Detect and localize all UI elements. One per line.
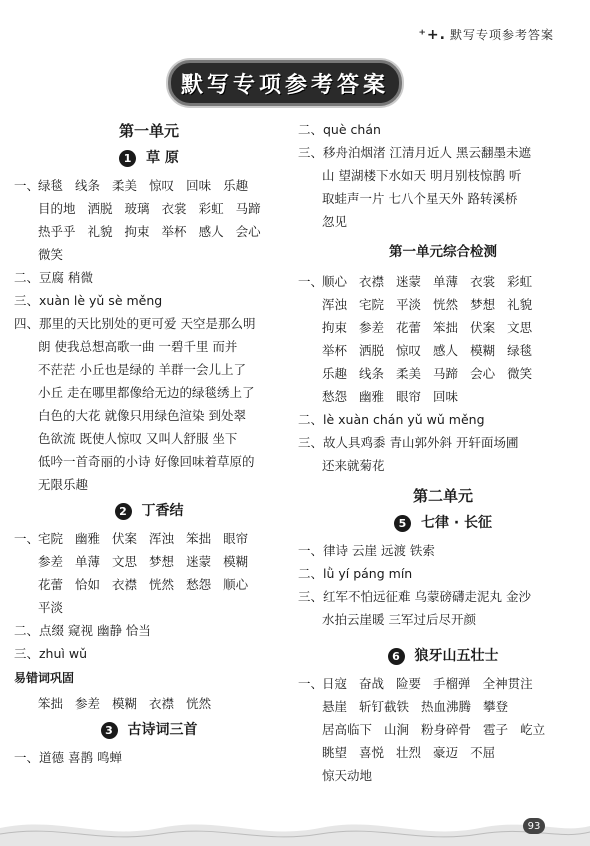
paragraph-line: 色欲流 既使人惊叹 又叫人舒服 坐下: [38, 431, 238, 446]
paragraph-line: 忽见: [322, 214, 348, 229]
word-row: [298, 293, 588, 316]
answer-word: 彩虹: [507, 274, 533, 289]
lesson-number-badge: 6: [388, 648, 405, 665]
word-list: [298, 672, 588, 787]
answer-word: 感人: [433, 343, 459, 358]
word-row: [14, 573, 284, 596]
answer-word: 豪迈: [433, 745, 459, 760]
word-list: [14, 692, 284, 715]
item-number: 一、: [14, 531, 40, 546]
word-row: [14, 220, 284, 243]
answer-word: 恍然: [186, 696, 212, 711]
answer-word: 柔美: [396, 366, 422, 381]
answer-word: 浑浊: [149, 531, 175, 546]
answer-word: 笨拙: [38, 696, 64, 711]
answer-word: 笨拙: [186, 531, 212, 546]
answer-paragraph: [14, 312, 284, 496]
answer-word: 衣裳: [470, 274, 496, 289]
answer-word: 恍然: [149, 577, 175, 592]
answer-word: 衣裳: [161, 201, 187, 216]
answer-word: 参差: [75, 696, 101, 711]
answer-word: 礼貌: [87, 224, 113, 239]
answer-word: 参差: [359, 320, 385, 335]
test-title: 第一单元综合检测: [389, 244, 497, 260]
lesson-number-badge: 2: [115, 503, 132, 520]
word-row: [14, 243, 284, 266]
answer-word: 眼帘: [223, 531, 249, 546]
answer-word: 马蹄: [433, 366, 459, 381]
answer-word: 惊天动地: [322, 768, 373, 783]
answer-word: 平淡: [396, 297, 422, 312]
answer-word: 屹立: [520, 722, 546, 737]
item-number: 一、: [14, 178, 40, 193]
answer-word: 幽雅: [359, 389, 385, 404]
answer-word: 单薄: [433, 274, 459, 289]
answer-word: 宅院: [38, 531, 64, 546]
banner-title: 默写专项参考答案: [180, 72, 389, 98]
answer-word: 回味: [433, 389, 459, 404]
answer-word: 宅院: [359, 297, 385, 312]
answer-word: 伏案: [112, 531, 138, 546]
answer-word: 攀登: [483, 699, 509, 714]
word-row: [14, 197, 284, 220]
word-row: [14, 527, 284, 550]
answer-line: 一、道德 喜鹊 鸣蝉: [14, 750, 122, 765]
lesson-name: 狼牙山五壮士: [414, 648, 499, 664]
word-list: [14, 174, 284, 266]
title-banner: [168, 60, 402, 106]
answer-word: 愁怨: [186, 577, 212, 592]
item-number: 一、: [298, 274, 324, 289]
answer-line: 二、点缀 窥视 幽静 恰当: [14, 623, 151, 638]
footer-wave-decoration: [0, 806, 590, 846]
answer-word: 文思: [507, 320, 533, 335]
answer-word: 顺心: [322, 274, 348, 289]
paragraph-line: 白色的大花 就像只用绿色渲染 到处翠: [38, 408, 246, 423]
answer-paragraph: [298, 141, 588, 233]
header-deco: ⁺+.: [418, 27, 446, 43]
answer-word: 参差: [38, 554, 64, 569]
answer-word: 洒脱: [87, 201, 113, 216]
left-column: [14, 118, 284, 769]
answer-word: 恰如: [75, 577, 101, 592]
paragraph-line: 三、红军不怕远征难 乌蒙磅礴走泥丸 金沙: [298, 589, 531, 604]
lesson-name: 七律 · 长征: [420, 515, 493, 531]
right-column: [298, 118, 588, 787]
paragraph-line: 山 望湖楼下水如天 明月别枝惊鹊 听: [322, 168, 522, 183]
answer-word: 目的地: [38, 201, 76, 216]
answer-word: 洒脱: [359, 343, 385, 358]
word-row: [14, 692, 284, 715]
answer-word: 粉身碎骨: [421, 722, 472, 737]
page-number: 93: [523, 818, 545, 834]
answer-word: 线条: [359, 366, 385, 381]
answer-word: 文思: [112, 554, 138, 569]
lesson-number-badge: 3: [101, 722, 118, 739]
paragraph-line: 三、移舟泊烟渚 江清月近人 黑云翻墨未遮: [298, 145, 531, 160]
answer-word: 礼貌: [507, 297, 533, 312]
word-row: [298, 316, 588, 339]
lesson-name: 草 原: [146, 150, 179, 166]
answer-line: 二、lǜ yí páng mín: [298, 566, 413, 581]
paragraph-line: 取蛙声一片 七八个星天外 路转溪桥: [322, 191, 518, 206]
answer-word: 喜悦: [359, 745, 385, 760]
answer-line: 一、律诗 云崖 远渡 铁索: [298, 543, 435, 558]
answer-word: 不屈: [470, 745, 496, 760]
paragraph-line: 小丘 走在哪里都像给无边的绿毯绣上了: [38, 385, 255, 400]
word-list: [14, 527, 284, 619]
word-row: [298, 741, 588, 764]
lesson-name: 古诗词三首: [127, 722, 198, 738]
answer-word: 衣襟: [112, 577, 138, 592]
word-row: [298, 672, 588, 695]
answer-word: 顺心: [223, 577, 249, 592]
answer-paragraph: [298, 585, 588, 631]
paragraph-line: 低吟一首奇丽的小诗 好像回味着草原的: [38, 454, 255, 469]
answer-word: 笨拙: [433, 320, 459, 335]
word-row: [298, 764, 588, 787]
answer-word: 恍然: [433, 297, 459, 312]
answer-word: 花蕾: [38, 577, 64, 592]
answer-word: 手榴弹: [433, 676, 471, 691]
word-row: [14, 550, 284, 573]
paragraph-line: 还来就菊花: [322, 458, 385, 473]
word-row: [14, 596, 284, 619]
paragraph-line: 无限乐趣: [38, 477, 89, 492]
lesson-title: [298, 645, 588, 668]
paragraph-line: 水拍云崖暖 三军过后尽开颜: [322, 612, 476, 627]
lesson-number-badge: 1: [119, 150, 136, 167]
answer-word: 眺望: [322, 745, 348, 760]
answer-word: 模糊: [112, 696, 138, 711]
answer-word: 幽雅: [75, 531, 101, 546]
answer-word: 热乎乎: [38, 224, 76, 239]
answer-word: 会心: [470, 366, 496, 381]
answer-word: 拘束: [322, 320, 348, 335]
answer-line: 二、豆腐 稍微: [14, 270, 93, 285]
answer-word: 微笑: [507, 366, 533, 381]
answer-word: 柔美: [112, 178, 138, 193]
lesson-title: [14, 500, 284, 523]
unit-title: 第一单元: [118, 122, 179, 140]
lesson-title: [298, 512, 588, 535]
answer-word: 回味: [186, 178, 212, 193]
answer-line: 二、què chán: [298, 122, 381, 137]
answer-word: 花蕾: [396, 320, 422, 335]
answer-word: 乐趣: [322, 366, 348, 381]
answer-word: 模糊: [470, 343, 496, 358]
answer-word: 伏案: [470, 320, 496, 335]
answer-word: 会心: [235, 224, 261, 239]
answer-word: 梦想: [470, 297, 496, 312]
lesson-title: [14, 719, 284, 742]
answer-word: 山涧: [384, 722, 410, 737]
answer-word: 感人: [198, 224, 224, 239]
answer-word: 迷蒙: [186, 554, 212, 569]
lesson-title: [14, 147, 284, 170]
answer-word: 彩虹: [198, 201, 224, 216]
answer-word: 衣襟: [149, 696, 175, 711]
answer-word: 日寇: [322, 676, 348, 691]
answer-word: 眼帘: [396, 389, 422, 404]
word-row: [298, 695, 588, 718]
page-header: [419, 26, 554, 43]
answer-word: 愁怨: [322, 389, 348, 404]
paragraph-line: 三、故人具鸡黍 青山郭外斜 开轩面场圃: [298, 435, 519, 450]
answer-word: 奋战: [359, 676, 385, 691]
answer-word: 热血沸腾: [421, 699, 472, 714]
word-list: [298, 270, 588, 408]
unit-title: 第二单元: [412, 487, 473, 505]
paragraph-line: 不茫茫 小丘也是绿的 羊群一会儿上了: [38, 362, 246, 377]
answer-word: 举杯: [322, 343, 348, 358]
word-row: [14, 174, 284, 197]
word-row: [298, 362, 588, 385]
answer-word: 平淡: [38, 600, 64, 615]
answer-word: 全神贯注: [482, 676, 533, 691]
answer-word: 居高临下: [322, 722, 373, 737]
answer-word: 梦想: [149, 554, 175, 569]
answer-word: 线条: [75, 178, 101, 193]
paragraph-line: 四、那里的天比别处的更可爱 天空是那么明: [14, 316, 256, 331]
item-number: 一、: [298, 676, 324, 691]
answer-word: 举杯: [161, 224, 187, 239]
subsection-title: 易错词巩固: [14, 671, 75, 685]
answer-line: 三、xuàn lè yǔ sè měng: [14, 293, 163, 308]
answer-word: 绿毯: [507, 343, 533, 358]
answer-line: 三、zhuì wǔ: [14, 646, 87, 661]
answer-word: 绿毯: [38, 178, 64, 193]
answer-word: 迷蒙: [396, 274, 422, 289]
answer-word: 雹子: [483, 722, 509, 737]
answer-word: 衣襟: [359, 274, 385, 289]
answer-word: 悬崖: [322, 699, 348, 714]
answer-word: 马蹄: [235, 201, 261, 216]
answer-word: 乐趣: [223, 178, 249, 193]
answer-paragraph: [298, 431, 588, 477]
lesson-number-badge: 5: [394, 515, 411, 532]
answer-word: 模糊: [223, 554, 249, 569]
answer-word: 壮烈: [396, 745, 422, 760]
paragraph-line: 朗 使我总想高歌一曲 一碧千里 而并: [38, 339, 238, 354]
answer-word: 拘束: [124, 224, 150, 239]
word-row: [298, 270, 588, 293]
word-row: [298, 385, 588, 408]
word-row: [298, 718, 588, 741]
lesson-name: 丁香结: [141, 503, 184, 519]
word-row: [298, 339, 588, 362]
answer-word: 单薄: [75, 554, 101, 569]
answer-word: 浑浊: [322, 297, 348, 312]
answer-word: 斩钉截铁: [359, 699, 410, 714]
answer-line: 二、lè xuàn chán yǔ wǔ měng: [298, 412, 485, 427]
answer-word: 微笑: [38, 247, 64, 262]
answer-word: 惊叹: [149, 178, 175, 193]
header-text: 默写专项参考答案: [449, 28, 554, 42]
answer-word: 玻璃: [124, 201, 150, 216]
answer-word: 险要: [396, 676, 422, 691]
answer-word: 惊叹: [396, 343, 422, 358]
